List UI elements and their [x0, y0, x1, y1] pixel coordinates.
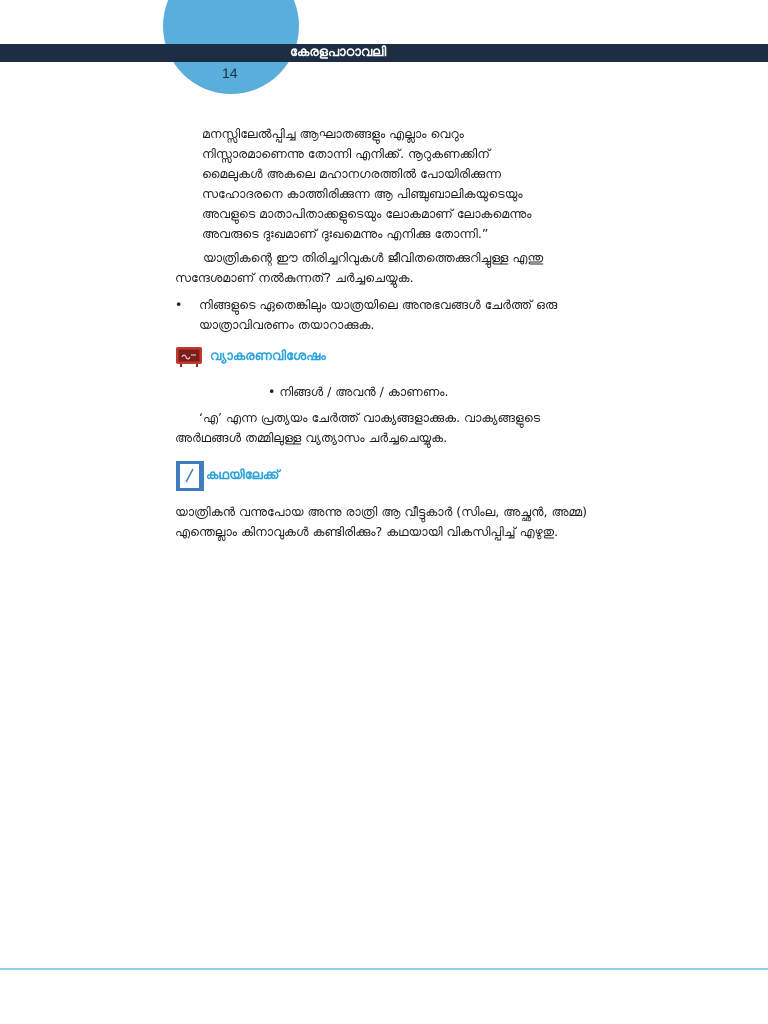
quote-line: അവരുടെ ദുഃഖമാണ് ദുഃഖമെന്നും എനിക്കു തോന്നി.” — [202, 226, 489, 241]
story-section-heading: കഥയിലേക്ക് — [206, 468, 280, 483]
chalkboard-icon — [175, 346, 203, 368]
footer-divider — [0, 968, 768, 970]
quote-line: സഹോദരനെ കാത്തിരിക്കുന്ന ആ പിഞ്ചുബാലികയുടെയും — [202, 186, 523, 201]
quote-line: അവളുടെ മാതാപിതാക്കളുടെയും ലോകമാണ് ലോകമെന്നും — [202, 206, 532, 221]
quote-line: മനസ്സിലേൽപ്പിച്ച ആഘാതങ്ങളും എല്ലാം വെറും — [202, 126, 464, 141]
page-number: 14 — [222, 65, 238, 81]
quote-line: മൈലുകൾ അകലെ മഹാനഗരത്തിൽ പോയിരിക്കുന്ന — [202, 166, 501, 181]
activity-bullet-text: നിങ്ങളുടെ ഏതെങ്കിലും യാത്രയിലെ അനുഭവങ്ങൾ ചേർത്ത് ഒരു യാത്രാവിവരണം തയാറാക്കുക. — [199, 297, 558, 332]
book-title: കേരളപാഠാവലി — [290, 45, 387, 60]
notebook-pen-icon — [175, 460, 205, 492]
quote-line: നിസ്സാരമാണെന്നു തോന്നി എനിക്ക്. നൂറുകണക്കിന് — [202, 146, 490, 161]
grammar-bullet: • നിങ്ങൾ / അവൻ / കാണണം. — [268, 384, 449, 399]
quote-block — [202, 124, 574, 244]
activity-bullet — [175, 295, 605, 335]
story-paragraph: യാത്രികൻ വന്നുപോയ അന്നു രാത്രി ആ വീട്ടുകാർ (സിംല, അച്ഛൻ, അമ്മ) എന്തെല്ലാം കിനാവുകൾ കണ്ടിരിക്കും? കഥയായി വികസിപ്പിച്ച് എഴുതു. — [175, 504, 588, 539]
grammar-paragraph: ‘എ’ എന്ന പ്രത്യയം ചേർത്ത് വാക്യങ്ങളാക്കുക. വാക്യങ്ങളുടെ അർഥങ്ങൾ തമ്മിലുള്ള വ്യത്യാസം ചർച്ചചെയ്യുക. — [175, 410, 541, 445]
grammar-section-heading: വ്യാകരണവിശേഷം — [210, 349, 326, 364]
bullet-marker: • — [175, 297, 183, 312]
discussion-paragraph: യാത്രികന്റെ ഈ തിരിച്ചറിവുകൾ ജീവിതത്തെക്കുറിച്ചുള്ള എന്തു സന്ദേശമാണ് നൽകുന്നത്? ചർച്ചചെയ്യുക. — [175, 250, 544, 285]
